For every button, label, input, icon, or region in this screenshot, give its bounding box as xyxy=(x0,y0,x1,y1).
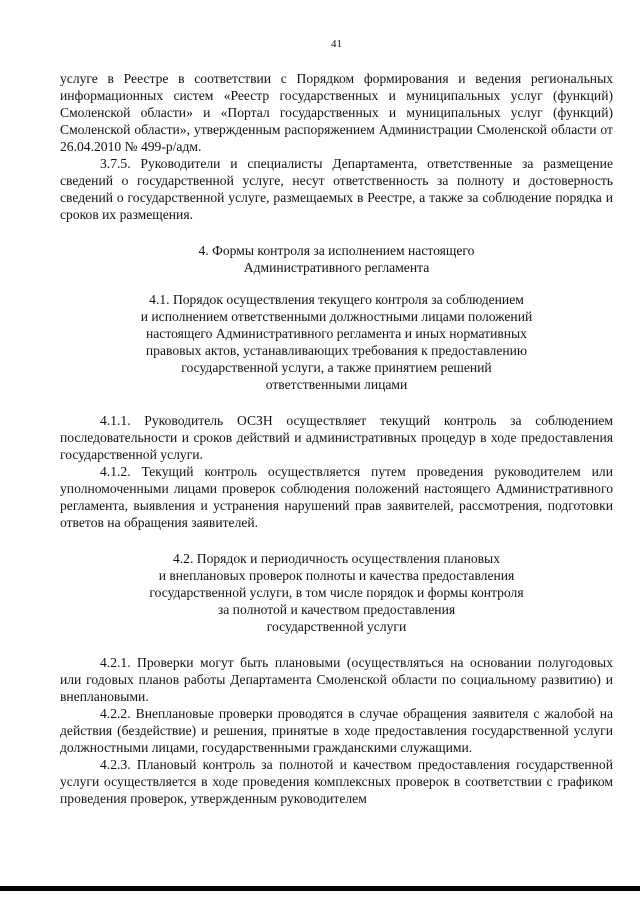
heading-line: Административного регламента xyxy=(243,260,430,275)
paragraph-4-2-2: 4.2.2. Внеплановые проверки проводятся в случае обращения заявителя с жалобой на действия (бездействие) и решения, принятые в ходе предоставления государственной услуги должностными лицами, государственными гражданскими служащими. xyxy=(60,706,613,755)
paragraph-4-2-3: 4.2.3. Плановый контроль за полнотой и качеством предоставления государственной услуги осуществляется в ходе проведения комплексных проверок в соответствии с графиком проведения проверок, утвержденным руководителем xyxy=(60,757,613,806)
heading-line: и исполнением ответственными должностными лицами положений xyxy=(140,309,533,324)
heading-line: 4.1. Порядок осуществления текущего контроля за соблюдением xyxy=(149,292,524,307)
heading-line: 4. Формы контроля за исполнением настоящего xyxy=(198,243,475,258)
heading-line: и внеплановых проверок полноты и качества предоставления xyxy=(158,568,515,583)
paragraph-4-1-1: 4.1.1. Руководитель ОСЗН осуществляет текущий контроль за соблюдением последовательности и сроков действий и административных процедур в ходе предоставления государственной услуги. xyxy=(60,413,613,462)
heading-line: правовых актов, устанавливающих требования к предоставлению xyxy=(145,343,528,358)
paragraph-registry-continuation: услуге в Реестре в соответствии с Порядком формирования и ведения региональных информационных систем «Реестр государственных и муниципальных услуг (функций) Смоленской области» и «Портал государственных и муниципальных услуг (функций) Смоленской области», утвержденным распоряжением Администрации Смоленской области от 26.04.2010 № 499-р/адм. xyxy=(60,71,613,154)
heading-line: государственной услуги, в том числе порядок и формы контроля xyxy=(149,585,524,600)
heading-line: государственной услуги, а также принятием решений xyxy=(181,360,492,375)
section-4-heading xyxy=(60,242,613,276)
paragraph-4-2-1: 4.2.1. Проверки могут быть плановыми (осуществляться на основании полугодовых или годовых планов работы Департамента Смоленской области по социальному развитию) и внеплановыми. xyxy=(60,655,613,704)
paragraph-4-1-2: 4.1.2. Текущий контроль осуществляется путем проведения руководителем или уполномоченными лицами проверок соблюдения положений настоящего Административного регламента, выявления и устранения нарушений прав заявителей, рассмотрения, подготовки ответов на обращения заявителей. xyxy=(60,464,613,530)
heading-line: за полнотой и качеством предоставления xyxy=(217,602,456,617)
heading-line: настоящего Административного регламента и иных нормативных xyxy=(146,326,527,341)
section-4-2-heading xyxy=(60,550,613,635)
heading-line: ответственными лицами xyxy=(265,377,408,392)
scan-bottom-border xyxy=(0,886,640,891)
section-4-1-heading xyxy=(60,291,613,393)
paragraph-3-7-5: 3.7.5. Руководители и специалисты Департамента, ответственные за размещение сведений о государственной услуге, несут ответственность за полноту и достоверность сведений о государственной услуге, размещаемых в Реестре, а также за соблюдение порядка и сроков их размещения. xyxy=(60,156,613,222)
page-number: 41 xyxy=(331,38,342,50)
document-page xyxy=(60,38,613,807)
heading-line: государственной услуги xyxy=(266,619,407,634)
heading-line: 4.2. Порядок и периодичность осуществления плановых xyxy=(172,551,500,566)
